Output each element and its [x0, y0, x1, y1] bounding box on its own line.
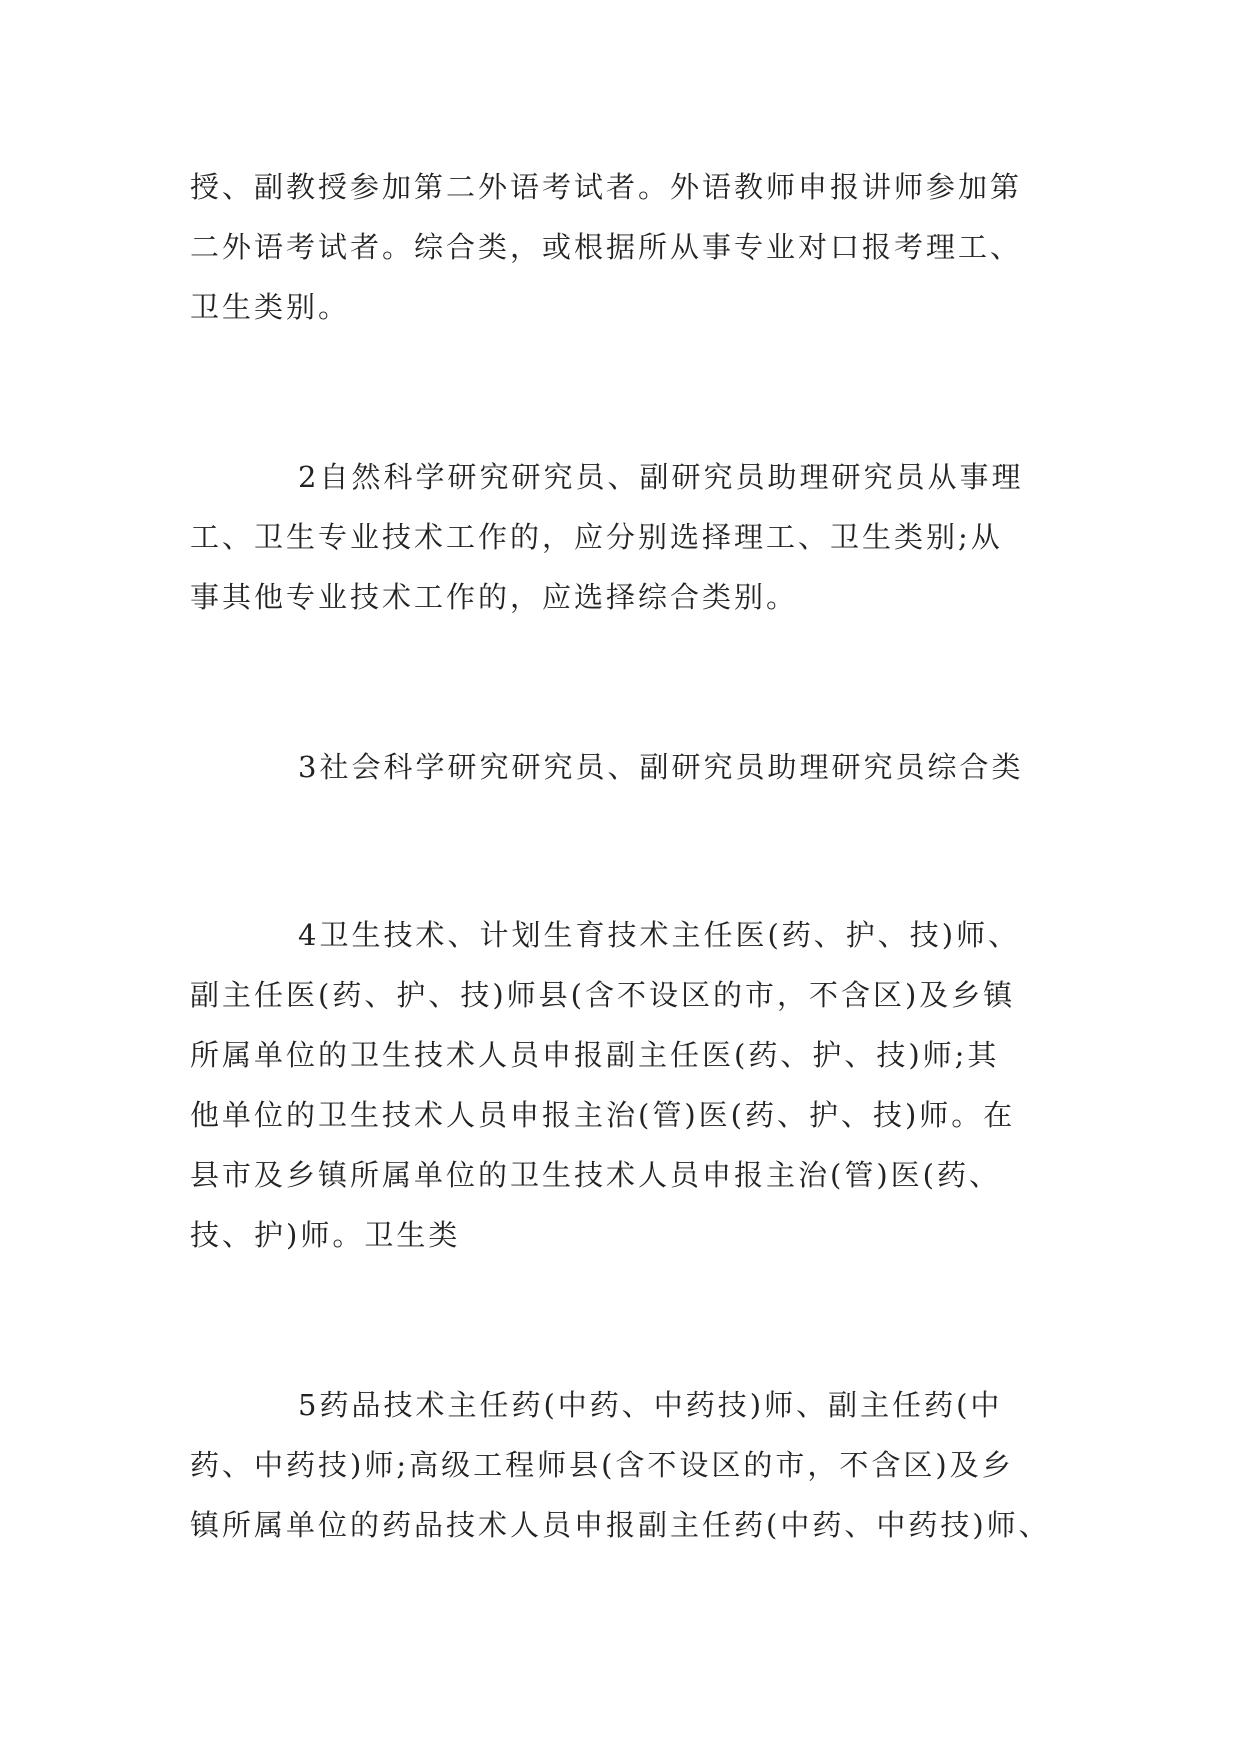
paragraph-item-3	[190, 737, 1070, 797]
text-line: 5药品技术主任药(中药、中药技)师、副主任药(中	[298, 1388, 1003, 1422]
text-line: 技、护)师。卫生类	[190, 1218, 461, 1252]
text-line: 卫生类别。	[190, 290, 351, 324]
text-line: 3社会科学研究研究员、副研究员助理研究员综合类	[298, 750, 1024, 784]
paragraph-item-5	[190, 1375, 1070, 1555]
text-line: 工、卫生专业技术工作的，应分别选择理工、卫生类别;从	[190, 520, 1003, 554]
text-line: 他单位的卫生技术人员申报主治(管)医(药、护、技)师。在	[190, 1098, 1016, 1132]
paragraph-continuation	[190, 157, 1070, 337]
text-line: 药、中药技)师;高级工程师县(含不设区的市，不含区)及乡	[190, 1448, 1014, 1482]
text-line: 4卫生技术、计划生育技术主任医(药、护、技)师、	[298, 918, 1021, 952]
text-line: 所属单位的卫生技术人员申报副主任医(药、护、技)师;其	[190, 1038, 1000, 1072]
text-line: 镇所属单位的药品技术人员申报副主任药(中药、中药技)师、	[190, 1508, 1051, 1542]
text-line: 2自然科学研究研究员、副研究员助理研究员从事理	[298, 460, 1024, 494]
paragraph-item-4	[190, 905, 1070, 1265]
text-line: 县市及乡镇所属单位的卫生技术人员申报主治(管)医(药、	[190, 1158, 1001, 1192]
text-line: 二外语考试者。综合类，或根据所从事专业对口报考理工、	[190, 230, 1023, 264]
text-line: 事其他专业技术工作的，应选择综合类别。	[190, 580, 799, 614]
paragraph-item-2	[190, 447, 1070, 627]
text-line: 授、副教授参加第二外语考试者。外语教师申报讲师参加第	[190, 170, 1023, 204]
text-line: 副主任医(药、护、技)师县(含不设区的市，不含区)及乡镇	[190, 978, 1016, 1012]
